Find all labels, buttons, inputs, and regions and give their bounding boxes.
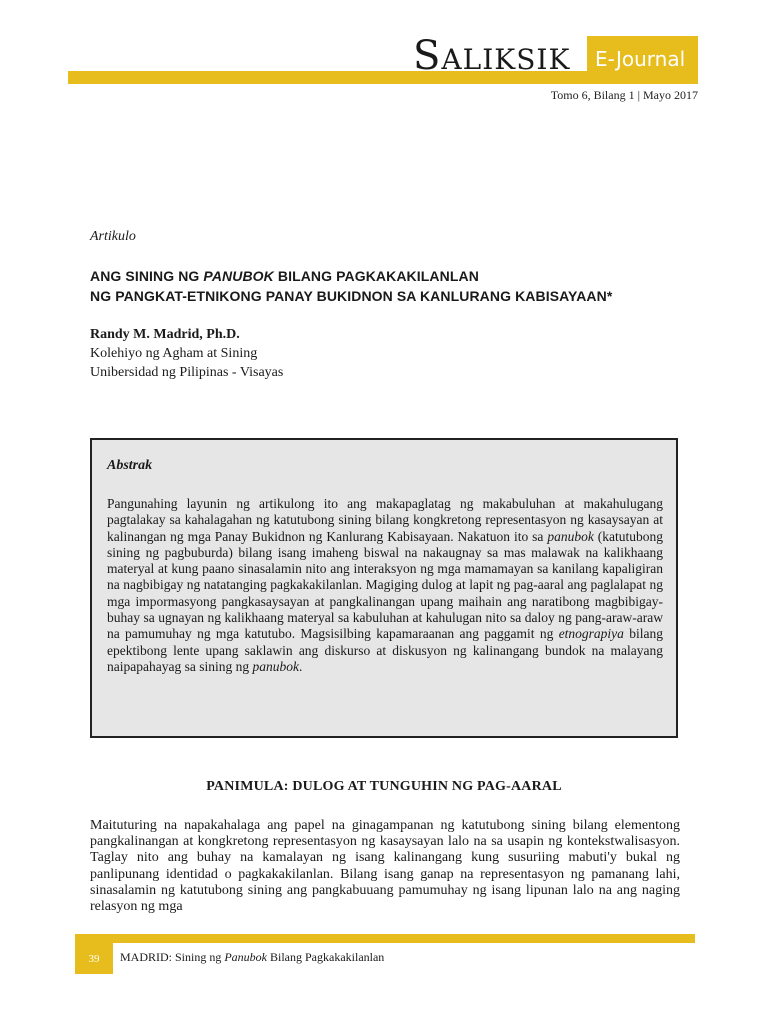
- abstract-italic: panubok: [547, 528, 594, 544]
- abstract-span: .: [298, 658, 303, 674]
- article-title: [90, 266, 690, 306]
- author-name: Randy M. Madrid, Ph.D.: [90, 327, 240, 342]
- title-italic: PANUBOK: [203, 268, 274, 284]
- title-line-2: NG PANGKAT-ETNIKONG PANAY BUKIDNON SA KANLURANG KABISAYAAN*: [90, 288, 613, 304]
- abstract-italic: panubok: [252, 658, 299, 674]
- abstract-span: (katutubong sining ng pagbuburda) bilang isang imaheng biswal na nakaugnay sa mas malawak na kalikhaang materyal at kung paano sinasalamin nito ang interaksyon ng mga mamamayan sa kanilang kapaligiran na nagbibigay ng natatanging pagkakakilanlan. Magiging dulog at lapit ng pag-aaral ang paglalapat ng mga impormasyong pangkasaysayan at pangkalinangan upang maihain ang naratibong magbibigay-buhay sa ugnayan ng kalikhaang materyal sa kabuluhan at kahulugan nito sa daloy ng pang-araw-araw na pamumuhay ng mga katutubo. Magsisilbing kapamaraanan ang paggamit ng: [107, 528, 663, 642]
- page-number: 39: [75, 943, 113, 974]
- issue-info: Tomo 6, Bilang 1 | Mayo 2017: [550, 88, 698, 102]
- running-head-italic: Panubok: [224, 950, 267, 964]
- running-head-text: Bilang Pagkakakilanlan: [267, 950, 385, 964]
- section-label: Artikulo: [90, 229, 136, 244]
- author-block: [90, 325, 283, 382]
- title-text: BILANG PAGKAKAKILANLAN: [273, 268, 479, 284]
- title-line-1: [90, 266, 690, 286]
- running-head-text: MADRID: Sining ng: [120, 950, 225, 964]
- affiliation-university: Unibersidad ng Pilipinas - Visayas: [90, 365, 284, 380]
- section-heading: PANIMULA: DULOG AT TUNGUHIN NG PAG-AARAL: [206, 779, 562, 794]
- body-paragraph: Maituturing na napakahalaga ang papel na ginagampanan ng katutubong sining bilang elementong pangkalinangan at kongkretong representasyon ng kasaysayan lalo na sa usapin ng kontekstwalisasyon. Taglay nito ang buhay na kamalayan ng isang kalinangang kung susuriing mabuti'y bukal ng panlipunang identidad o pagkakakilanlan. Bilang isang ganap na representasyon ng pamanang lahi, sinasalamin ng katutubong sining ang pangkabuuang pamumuhay ng isang lipunan lalo na ang naging relasyon ng mga: [90, 818, 680, 915]
- affiliation-college: Kolehiyo ng Agham at Sining: [90, 346, 258, 361]
- abstract-italic: etnograpiya: [558, 626, 624, 642]
- journal-logo: Saliksik: [413, 33, 571, 79]
- journal-badge-label: E-Journal: [595, 47, 686, 71]
- abstract-box: [90, 438, 678, 738]
- abstract-text: [107, 496, 663, 675]
- journal-badge: [587, 36, 698, 84]
- running-head: [120, 950, 384, 965]
- title-text: ANG SINING NG: [90, 268, 204, 284]
- abstract-span: bilang epektibong lente upang saklawin ang diskurso at diskusyon ng kalinangang bundok na malayang naipapahayag sa sining ng: [107, 626, 663, 674]
- abstract-span: Pangunahing layunin ng artikulong ito ang makapaglatag ng makabuluhan at makahulugang pagtalakay sa kahalagahan ng katutubong sining bilang kongkretong representasyon ng kasaysayan at kalinangan ng mga Panay Bukidnon ng Kanlurang Kabisayaan. Nakatuon ito sa: [107, 496, 663, 544]
- abstract-heading: Abstrak: [107, 458, 153, 473]
- footer-rule: [75, 934, 695, 943]
